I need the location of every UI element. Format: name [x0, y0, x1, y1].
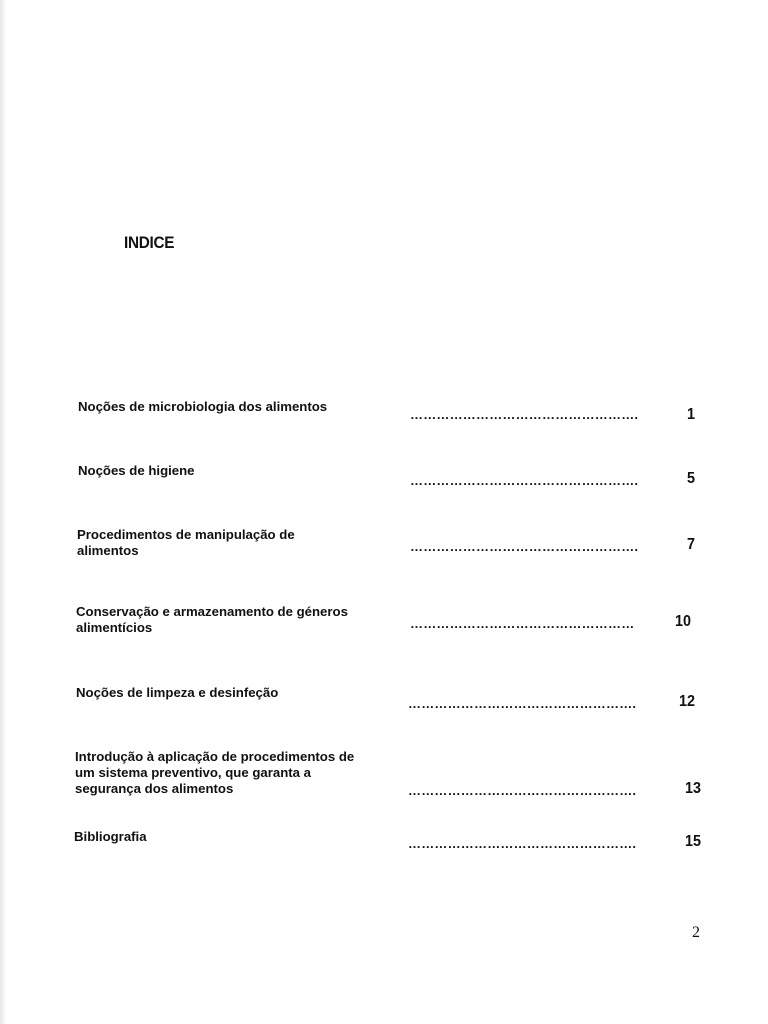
- toc-entry-leader: …………………………………………….: [408, 836, 637, 851]
- toc-entry-label: Introdução à aplicação de procedimentos de um sistema preventivo, que garanta a segurança dos alimentos: [75, 749, 355, 796]
- toc-entry-leader: …………………………………………….: [410, 539, 639, 554]
- toc-entry-page: 12: [679, 693, 696, 710]
- toc-entry-leader: …………………………………………….: [408, 783, 637, 798]
- toc-entry-label: Noções de microbiologia dos alimentos: [78, 399, 328, 414]
- toc-entry-page: 15: [685, 833, 702, 850]
- toc-entry-leader: …………………………………………….: [410, 407, 639, 422]
- toc-entry-page: 5: [687, 470, 696, 487]
- toc-entry-leader: …………………………………………….: [408, 696, 637, 711]
- toc-entry-label: Bibliografia: [74, 829, 147, 844]
- toc-entry-label: Noções de higiene: [78, 463, 195, 478]
- toc-entry-page: 13: [685, 780, 702, 797]
- scan-edge-shadow: [0, 0, 6, 1024]
- toc-entry-label: Noções de limpeza e desinfeção: [76, 685, 279, 700]
- page-number: 2: [692, 924, 700, 941]
- toc-entry-page: 7: [687, 536, 696, 553]
- toc-entry-leader: …………………………………………….: [410, 473, 639, 488]
- toc-entry-page: 10: [675, 613, 692, 630]
- toc-entry-leader: ……………………………………………: [410, 616, 635, 631]
- toc-entry-page: 1: [687, 406, 696, 423]
- toc-entry-label: Conservação e armazenamento de géneros alimentícios: [76, 604, 348, 635]
- toc-entry-label: Procedimentos de manipulação de alimentos: [77, 527, 295, 558]
- page-title: INDICE: [124, 233, 175, 252]
